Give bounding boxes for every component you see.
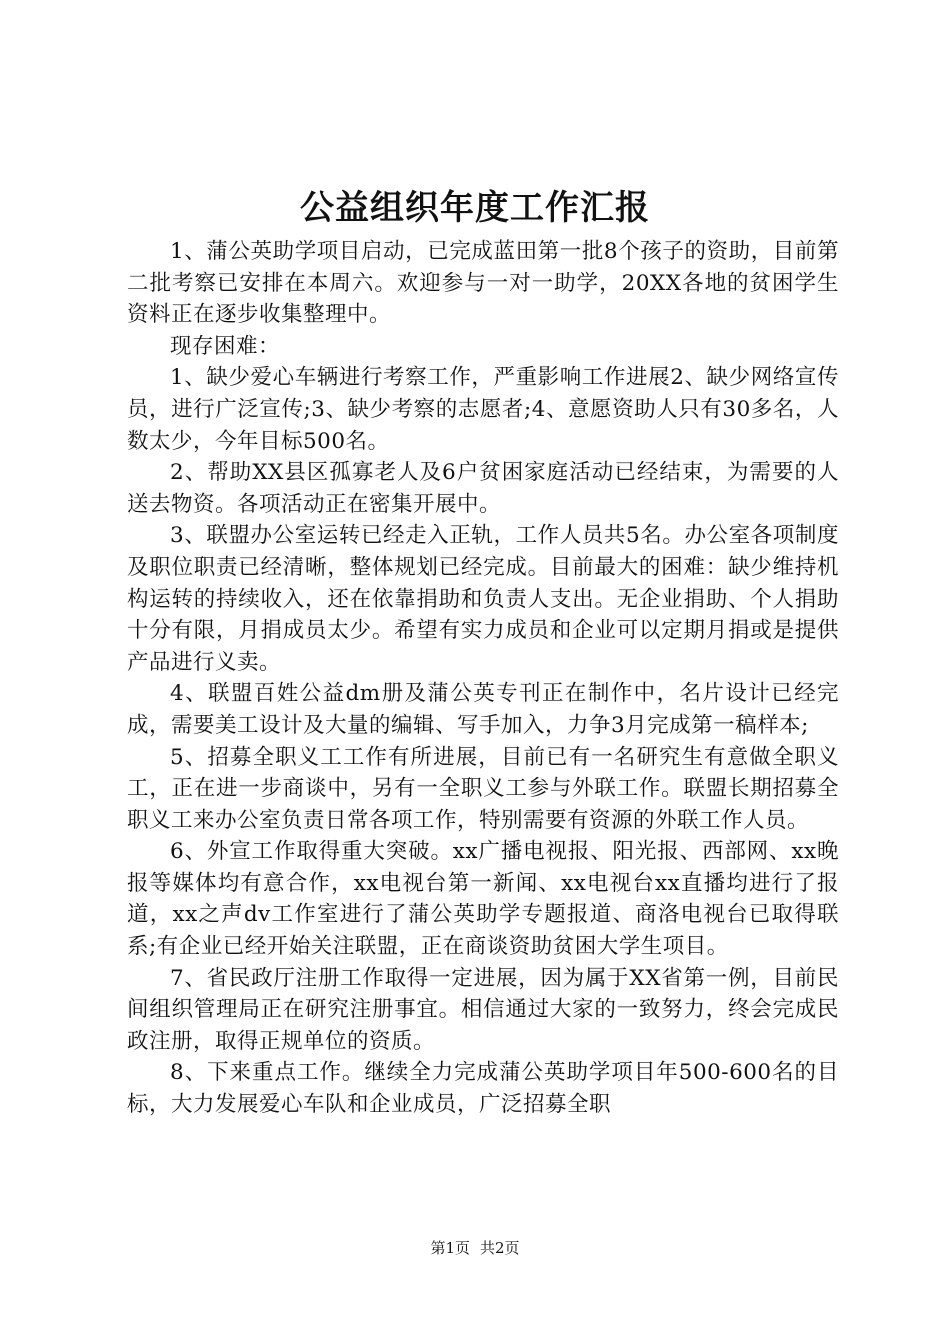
paragraph-1: 1、蒲公英助学项目启动，已完成蓝田第一批8个孩子的资助，目前第二批考察已安排在本周六。欢迎参与一对一助学，20XX各地的贫困学生资料正在逐步收集整理中。 <box>127 239 839 328</box>
paragraph-6: 6、外宣工作取得重大突破。xx广播电视报、阳光报、西部网、xx晚报等媒体均有意合作，xx电视台第一新闻、xx电视台xx直播均进行了报道，xx之声dv工作室进行了蒲公英助学专题报道、商洛电视台已取得联系;有企业已经开始关注联盟，正在商谈资助贫困大学生项目。 <box>127 839 839 960</box>
paragraph-2: 2、帮助XX县区孤寡老人及6户贫困家庭活动已经结束，为需要的人送去物资。各项活动正在密集开展中。 <box>127 460 839 517</box>
document-title: 公益组织年度工作汇报 <box>300 188 650 228</box>
paragraph-5: 5、招募全职义工工作有所进展，目前已有一名研究生有意做全职义工，正在进一步商谈中，另有一全职义工参与外联工作。联盟长期招募全职义工来办公室负责日常各项工作，特别需要有资源的外联工作人员。 <box>127 744 839 833</box>
paragraph-8: 8、下来重点工作。继续全力完成蒲公英助学项目年500-600名的目标，大力发展爱心车队和企业成员，广泛招募全职 <box>127 1060 839 1118</box>
paragraph-difficulties-heading: 现存困难： <box>170 333 281 359</box>
page-number: 第1页 <box>430 1239 470 1257</box>
document-body <box>127 236 839 1121</box>
paragraph-3: 3、联盟办公室运转已经走入正轨，工作人员共5名。办公室各项制度及职位职责已经清晰，整体规划已经完成。目前最大的困难：缺少维持机构运转的持续收入，还在依靠捐助和负责人支出。无企业捐助、个人捐助十分有限，月捐成员太少。希望有实力成员和企业可以定期月捐或是提供产品进行义卖。 <box>127 523 839 675</box>
paragraph-difficulties-list: 1、缺少爱心车辆进行考察工作，严重影响工作进展2、缺少网络宣传员，进行广泛宣传;3、缺少考察的志愿者;4、意愿资助人只有30多名，人数太少，今年目标500名。 <box>127 365 839 454</box>
paragraph-4: 4、联盟百姓公益dm册及蒲公英专刊正在制作中，名片设计已经完成，需要美工设计及大量的编辑、写手加入，力争3月完成第一稿样本; <box>127 681 839 738</box>
paragraph-7: 7、省民政厅注册工作取得一定进展，因为属于XX省第一例，目前民间组织管理局正在研究注册事宜。相信通过大家的一致努力，终会完成民政注册，取得正规单位的资质。 <box>127 965 839 1054</box>
page-total: 共2页 <box>480 1239 520 1257</box>
page-footer <box>0 1238 950 1258</box>
